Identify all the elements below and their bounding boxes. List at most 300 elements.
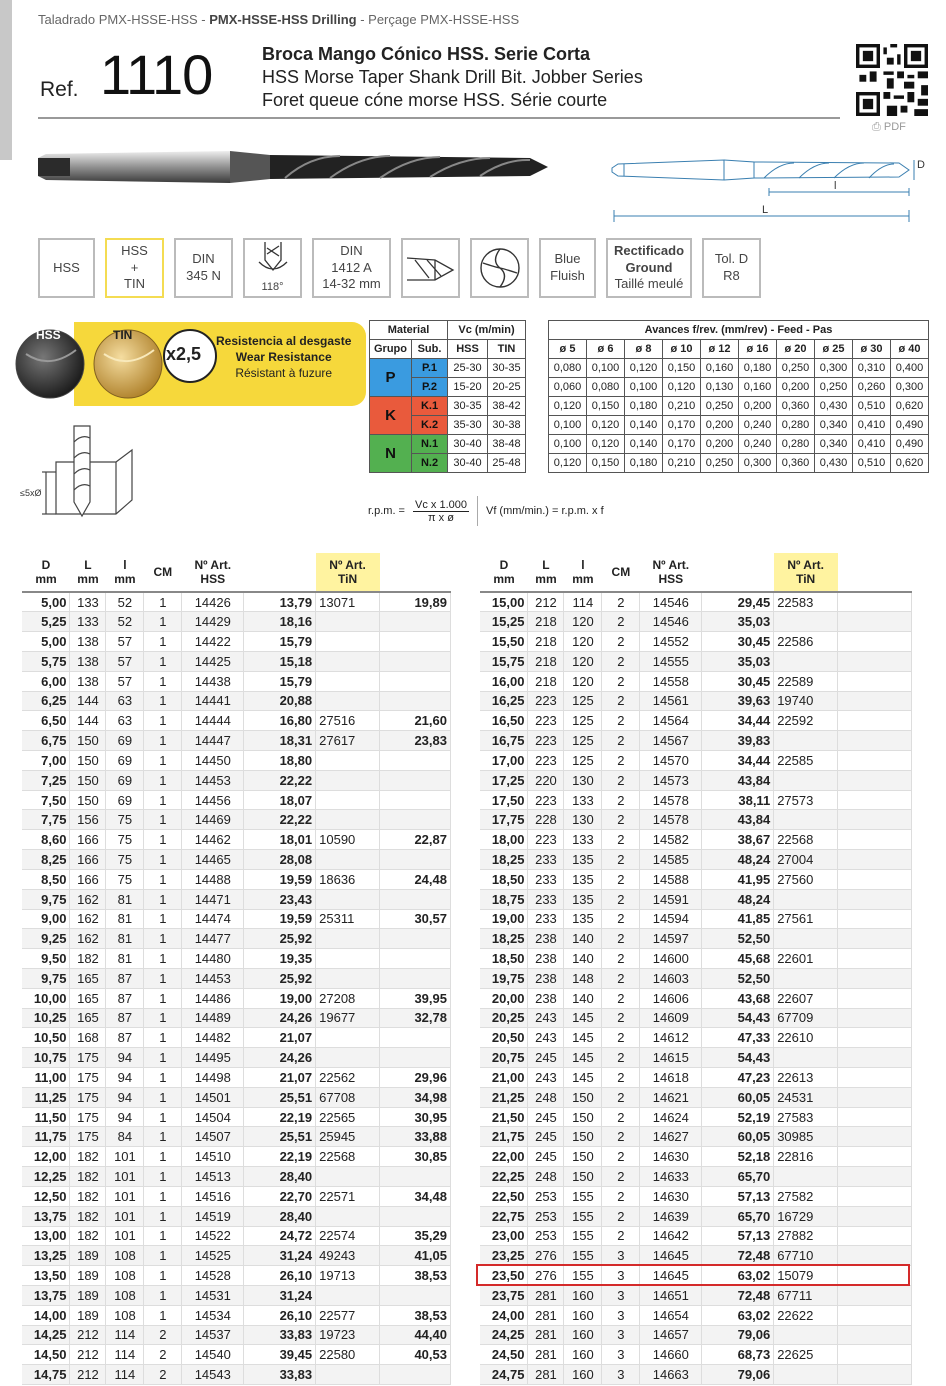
art-tin-cell: 22622: [774, 1305, 838, 1325]
art-tin-cell: 22625: [774, 1345, 838, 1365]
cm-cell: 2: [602, 632, 640, 652]
art-tin-cell: [774, 612, 838, 632]
price-hss-cell: 22,22: [244, 770, 316, 790]
diameter-cell: 24,75: [480, 1365, 528, 1385]
feed-cell: 0,410: [853, 435, 891, 454]
price-tin-cell: [838, 968, 912, 988]
price-hss-cell: 22,70: [244, 1186, 316, 1206]
price-hss-cell: 28,40: [244, 1167, 316, 1187]
flute-cell: 133: [564, 830, 602, 850]
price-hss-cell: 21,07: [244, 1028, 316, 1048]
price-tin-cell: 38,53: [380, 1266, 451, 1286]
cm-cell: 1: [144, 909, 182, 929]
price-hss-cell: 19,00: [244, 988, 316, 1008]
price-hss-cell: 65,70: [702, 1206, 774, 1226]
table-row[interactable]: [22, 909, 451, 929]
art-hss-cell: 14480: [182, 949, 244, 969]
length-cell: 248: [528, 1087, 564, 1107]
table-row[interactable]: [480, 988, 912, 1008]
table-row[interactable]: [22, 1186, 451, 1206]
art-tin-cell: 22589: [774, 671, 838, 691]
price-tin-cell: [838, 1068, 912, 1088]
table-row[interactable]: [22, 1325, 451, 1345]
table-row[interactable]: [480, 909, 912, 929]
art-tin-cell: [774, 1325, 838, 1345]
art-hss-cell: 14519: [182, 1206, 244, 1226]
table-row[interactable]: [480, 592, 912, 612]
cm-cell: 2: [602, 691, 640, 711]
table-row[interactable]: [480, 1365, 912, 1385]
rpm-label: r.p.m. =: [368, 505, 405, 517]
flute-cell: 160: [564, 1285, 602, 1305]
flute-cell: 69: [106, 751, 144, 771]
price-tin-cell: [838, 790, 912, 810]
price-tin-cell: [838, 850, 912, 870]
length-cell: 175: [70, 1107, 106, 1127]
diameter-cell: 23,25: [480, 1246, 528, 1266]
price-tin-cell: 21,60: [380, 711, 451, 731]
price-tin-cell: 22,87: [380, 830, 451, 850]
price-hss-cell: 79,06: [702, 1365, 774, 1385]
feed-cell: 0,360: [777, 454, 815, 473]
feed-cell: 0,510: [853, 454, 891, 473]
price-tin-cell: 24,48: [380, 869, 451, 889]
table-row[interactable]: [480, 949, 912, 969]
art-tin-cell: 25945: [316, 1127, 380, 1147]
art-tin-cell: 22562: [316, 1068, 380, 1088]
table-row[interactable]: [480, 869, 912, 889]
price-tin-cell: [380, 651, 451, 671]
price-hss-cell: 48,24: [702, 889, 774, 909]
feed-cell: 0,340: [815, 416, 853, 435]
art-tin-cell: 22568: [316, 1147, 380, 1167]
diameter-cell: 21,00: [480, 1068, 528, 1088]
price-tin-cell: [838, 1226, 912, 1246]
table-row[interactable]: [22, 869, 451, 889]
price-hss-cell: 26,10: [244, 1266, 316, 1286]
diameter-cell: 9,75: [22, 889, 70, 909]
table-row[interactable]: [22, 1285, 451, 1305]
art-tin-cell: 22816: [774, 1147, 838, 1167]
table-row[interactable]: [480, 1147, 912, 1167]
length-cell: 212: [70, 1325, 106, 1345]
coating-fr: Résistant à fuzure: [235, 366, 333, 381]
table-row[interactable]: [22, 1345, 451, 1365]
flute-cell: 63: [106, 711, 144, 731]
cm-cell: 1: [144, 731, 182, 751]
table-row[interactable]: [480, 632, 912, 652]
flute-cell: 87: [106, 1008, 144, 1028]
feed-row: [549, 454, 929, 473]
cm-cell: 1: [144, 1087, 182, 1107]
table-row[interactable]: [480, 1246, 912, 1266]
length-cell: 166: [70, 850, 106, 870]
cm-cell: 1: [144, 1186, 182, 1206]
length-cell: 223: [528, 751, 564, 771]
length-cell: 189: [70, 1305, 106, 1325]
cm-cell: 2: [602, 751, 640, 771]
flute-cell: 155: [564, 1206, 602, 1226]
table-row[interactable]: [480, 1167, 912, 1187]
table-row[interactable]: [480, 889, 912, 909]
table-row[interactable]: [22, 1246, 451, 1266]
flute-cell: 114: [564, 592, 602, 612]
diameter-cell: 22,50: [480, 1186, 528, 1206]
length-cell: 243: [528, 1028, 564, 1048]
price-tin-cell: 30,85: [380, 1147, 451, 1167]
flute-cell: 114: [106, 1345, 144, 1365]
price-hss-cell: 57,13: [702, 1226, 774, 1246]
table-row[interactable]: [22, 711, 451, 731]
cm-cell: 2: [602, 830, 640, 850]
table-row[interactable]: [480, 1186, 912, 1206]
hole-label: ≤5xØ: [20, 488, 42, 498]
table-row[interactable]: [480, 810, 912, 830]
table-row[interactable]: [480, 1345, 912, 1365]
feed-cell: 0,180: [739, 359, 777, 378]
price-hss-cell: 35,03: [702, 651, 774, 671]
technical-drawing: [604, 138, 934, 230]
diameter-cell: 18,50: [480, 869, 528, 889]
art-hss-cell: 14450: [182, 751, 244, 771]
table-row[interactable]: [22, 751, 451, 771]
price-tin-cell: [838, 671, 912, 691]
length-cell: 223: [528, 830, 564, 850]
breadcrumb-en[interactable]: PMX-HSSE-HSS Drilling: [209, 12, 357, 27]
table-row[interactable]: [480, 770, 912, 790]
flute-cell: 133: [564, 790, 602, 810]
art-tin-cell: 19677: [316, 1008, 380, 1028]
table-row[interactable]: [480, 751, 912, 771]
cm-cell: 2: [602, 889, 640, 909]
diameter-cell: 8,25: [22, 850, 70, 870]
diameter-cell: 16,50: [480, 711, 528, 731]
art-tin-cell: 19740: [774, 691, 838, 711]
price-hss-cell: 34,44: [702, 711, 774, 731]
badge-ground: Rectificado Ground Taillé meulé: [606, 238, 692, 298]
cm-cell: 2: [602, 869, 640, 889]
diameter-cell: 13,75: [22, 1206, 70, 1226]
art-hss-cell: 14639: [640, 1206, 702, 1226]
cm-cell: 1: [144, 1305, 182, 1325]
cm-cell: 2: [602, 731, 640, 751]
price-hss-cell: 52,18: [702, 1147, 774, 1167]
table-row[interactable]: [22, 731, 451, 751]
price-hss-cell: 63,02: [702, 1266, 774, 1286]
length-cell: 243: [528, 1068, 564, 1088]
table-row[interactable]: [22, 1048, 451, 1068]
art-tin-cell: [774, 1365, 838, 1385]
table-row[interactable]: [22, 810, 451, 830]
flute-cell: 130: [564, 810, 602, 830]
feed-cell: 0,060: [549, 378, 587, 397]
feed-cell: 0,120: [587, 435, 625, 454]
diameter-cell: 8,60: [22, 830, 70, 850]
length-cell: 166: [70, 830, 106, 850]
price-hss-cell: 16,80: [244, 711, 316, 731]
cm-cell: 2: [602, 1087, 640, 1107]
length-cell: 182: [70, 949, 106, 969]
feed-cell: 0,100: [549, 416, 587, 435]
cm-cell: 1: [144, 949, 182, 969]
table-row[interactable]: [22, 770, 451, 790]
table-row[interactable]: [22, 850, 451, 870]
badge-drill-tip: [401, 238, 460, 298]
table-row[interactable]: [22, 1008, 451, 1028]
price-tin-cell: [838, 1167, 912, 1187]
art-tin-cell: [316, 751, 380, 771]
price-hss-cell: 45,68: [702, 949, 774, 969]
cm-cell: 2: [602, 1008, 640, 1028]
diameter-cell: 22,25: [480, 1167, 528, 1187]
art-tin-cell: 22571: [316, 1186, 380, 1206]
table-row[interactable]: [480, 651, 912, 671]
table-row[interactable]: [22, 632, 451, 652]
length-cell: 138: [70, 651, 106, 671]
feed-cell: 0,150: [587, 454, 625, 473]
table-row[interactable]: [22, 612, 451, 632]
cm-cell: 1: [144, 1246, 182, 1266]
table-row[interactable]: [480, 929, 912, 949]
price-tin-cell: [838, 1028, 912, 1048]
art-tin-cell: 27882: [774, 1226, 838, 1246]
selected-row-highlight: [476, 1264, 910, 1286]
table-row[interactable]: [480, 1048, 912, 1068]
art-tin-cell: 19713: [316, 1266, 380, 1286]
price-hss-cell: 20,88: [244, 691, 316, 711]
table-row[interactable]: [480, 1087, 912, 1107]
price-hss-cell: 15,79: [244, 671, 316, 691]
table-row[interactable]: [22, 1167, 451, 1187]
flute-cell: 140: [564, 988, 602, 1008]
table-row[interactable]: [22, 1147, 451, 1167]
rpm-fraction: $\frac{\text{Vc x 1.000}}{\text{π x ø}}$: [415, 498, 467, 524]
table-row[interactable]: [22, 691, 451, 711]
table-row[interactable]: [22, 1087, 451, 1107]
table-row[interactable]: [480, 1107, 912, 1127]
cm-cell: 2: [602, 1127, 640, 1147]
feed-cell: 0,210: [663, 397, 701, 416]
flute-cell: 75: [106, 830, 144, 850]
breadcrumb-fr[interactable]: Perçage PMX-HSSE-HSS: [368, 12, 520, 27]
table-row[interactable]: [480, 731, 912, 751]
table-row[interactable]: [480, 691, 912, 711]
table-row[interactable]: [22, 1206, 451, 1226]
flute-cell: 108: [106, 1285, 144, 1305]
table-row[interactable]: [480, 1305, 912, 1325]
price-tin-cell: [838, 1147, 912, 1167]
art-hss-cell: 14516: [182, 1186, 244, 1206]
table-row[interactable]: [22, 1305, 451, 1325]
art-hss-cell: 14438: [182, 671, 244, 691]
cm-cell: 1: [144, 1266, 182, 1286]
length-cell: 276: [528, 1266, 564, 1286]
table-row[interactable]: [480, 711, 912, 731]
diameter-cell: 14,00: [22, 1305, 70, 1325]
table-row[interactable]: [22, 1226, 451, 1246]
art-hss-cell: 14453: [182, 968, 244, 988]
art-tin-cell: [774, 1048, 838, 1068]
table-row[interactable]: [480, 1325, 912, 1345]
diameter-cell: 19,75: [480, 968, 528, 988]
flute-cell: 101: [106, 1206, 144, 1226]
feed-cell: 0,240: [739, 416, 777, 435]
cm-cell: 2: [602, 1167, 640, 1187]
table-row[interactable]: [480, 1206, 912, 1226]
flute-cell: 101: [106, 1226, 144, 1246]
price-tin-cell: [838, 1246, 912, 1266]
table-row[interactable]: [480, 1127, 912, 1147]
table-row[interactable]: [22, 988, 451, 1008]
table-row[interactable]: [480, 1226, 912, 1246]
table-row[interactable]: [480, 1008, 912, 1028]
table-row[interactable]: [480, 1285, 912, 1305]
cm-cell: 2: [602, 968, 640, 988]
length-cell: 150: [70, 751, 106, 771]
print-icon: ⎙: [872, 121, 884, 133]
diameter-cell: 20,00: [480, 988, 528, 1008]
cm-cell: 3: [602, 1325, 640, 1345]
price-tin-cell: [838, 1127, 912, 1147]
art-hss-cell: 14537: [182, 1325, 244, 1345]
art-hss-cell: 14456: [182, 790, 244, 810]
diameter-cell: 23,50: [480, 1266, 528, 1286]
coating-hss-label: HSS: [36, 328, 61, 342]
table-row[interactable]: [22, 1365, 451, 1385]
flute-cell: 135: [564, 909, 602, 929]
price-hss-cell: 22,22: [244, 810, 316, 830]
price-hss-cell: 18,16: [244, 612, 316, 632]
table-row[interactable]: [480, 671, 912, 691]
art-hss-cell: 14422: [182, 632, 244, 652]
col-art-hss: Nº Art. HSS: [182, 553, 244, 592]
table-row[interactable]: [480, 1068, 912, 1088]
price-hss-cell: 60,05: [702, 1087, 774, 1107]
table-row[interactable]: [22, 1028, 451, 1048]
art-hss-cell: 14552: [640, 632, 702, 652]
diameter-cell: 15,50: [480, 632, 528, 652]
table-row[interactable]: [22, 671, 451, 691]
col-price-hss: [244, 553, 316, 592]
cm-cell: 2: [602, 988, 640, 1008]
flute-cell: 135: [564, 889, 602, 909]
length-cell: 281: [528, 1325, 564, 1345]
price-tin-cell: [380, 1167, 451, 1187]
art-tin-cell: 18636: [316, 869, 380, 889]
art-tin-cell: 67709: [774, 1008, 838, 1028]
table-row[interactable]: [480, 968, 912, 988]
table-row[interactable]: [22, 968, 451, 988]
table-row[interactable]: [22, 1266, 451, 1286]
cm-cell: 1: [144, 592, 182, 612]
art-hss-cell: 14621: [640, 1087, 702, 1107]
price-tin-cell: 33,88: [380, 1127, 451, 1147]
table-row[interactable]: [22, 1107, 451, 1127]
feed-cell: 0,200: [777, 378, 815, 397]
badge-blue-fluish: Blue Fluish: [539, 238, 596, 298]
group-k: K: [370, 397, 412, 435]
price-tin-cell: 34,48: [380, 1186, 451, 1206]
cm-cell: 1: [144, 889, 182, 909]
feed-cell: 0,250: [777, 359, 815, 378]
flute-cell: 63: [106, 691, 144, 711]
flute-cell: 94: [106, 1087, 144, 1107]
art-hss-cell: 14546: [640, 612, 702, 632]
length-cell: 212: [528, 592, 564, 612]
table-row[interactable]: [22, 1127, 451, 1147]
pdf-link[interactable]: [872, 121, 906, 134]
table-row[interactable]: [22, 592, 451, 612]
table-row[interactable]: [480, 790, 912, 810]
flute-cell: 52: [106, 612, 144, 632]
price-tin-cell: [380, 632, 451, 652]
breadcrumb-es[interactable]: Taladrado PMX-HSSE-HSS: [38, 12, 198, 27]
table-row[interactable]: [22, 830, 451, 850]
art-hss-cell: 14465: [182, 850, 244, 870]
table-row[interactable]: [22, 889, 451, 909]
hole-depth-diagram: [20, 422, 136, 522]
art-tin-cell: 27004: [774, 850, 838, 870]
flute-cell: 135: [564, 869, 602, 889]
diameter-cell: 5,00: [22, 592, 70, 612]
table-row[interactable]: [480, 830, 912, 850]
art-tin-cell: 27582: [774, 1186, 838, 1206]
diameter-cell: 14,25: [22, 1325, 70, 1345]
flute-cell: 125: [564, 731, 602, 751]
art-tin-cell: 13071: [316, 592, 380, 612]
table-row[interactable]: [22, 929, 451, 949]
diameter-cell: 17,25: [480, 770, 528, 790]
art-tin-cell: 30985: [774, 1127, 838, 1147]
diameter-cell: 9,00: [22, 909, 70, 929]
table-row[interactable]: [480, 850, 912, 870]
qr-code-icon[interactable]: [856, 44, 928, 116]
price-tin-cell: [380, 671, 451, 691]
table-row[interactable]: [22, 1068, 451, 1088]
feed-cell: 0,280: [777, 435, 815, 454]
length-cell: 223: [528, 691, 564, 711]
feed-diameter-header: ø 8: [625, 340, 663, 359]
table-row[interactable]: [22, 790, 451, 810]
table-row[interactable]: [480, 612, 912, 632]
group-header: Grupo: [370, 340, 412, 359]
cm-cell: 1: [144, 869, 182, 889]
feed-cell: 0,120: [549, 397, 587, 416]
table-row[interactable]: [22, 949, 451, 969]
art-hss-cell: 14612: [640, 1028, 702, 1048]
length-cell: 245: [528, 1048, 564, 1068]
price-tin-cell: 34,98: [380, 1087, 451, 1107]
length-cell: 212: [70, 1345, 106, 1365]
diameter-cell: 19,00: [480, 909, 528, 929]
art-tin-cell: [316, 889, 380, 909]
price-tin-cell: [380, 949, 451, 969]
price-hss-cell: 52,50: [702, 968, 774, 988]
table-row[interactable]: [480, 1028, 912, 1048]
art-hss-cell: 14609: [640, 1008, 702, 1028]
table-row[interactable]: [22, 651, 451, 671]
flute-cell: 125: [564, 711, 602, 731]
diameter-cell: 10,75: [22, 1048, 70, 1068]
length-cell: 175: [70, 1087, 106, 1107]
feed-cell: 0,250: [701, 454, 739, 473]
price-hss-cell: 28,40: [244, 1206, 316, 1226]
price-tin-cell: [838, 711, 912, 731]
price-tin-cell: [838, 949, 912, 969]
flute-cell: 81: [106, 929, 144, 949]
flute-cell: 75: [106, 810, 144, 830]
length-cell: 245: [528, 1147, 564, 1167]
